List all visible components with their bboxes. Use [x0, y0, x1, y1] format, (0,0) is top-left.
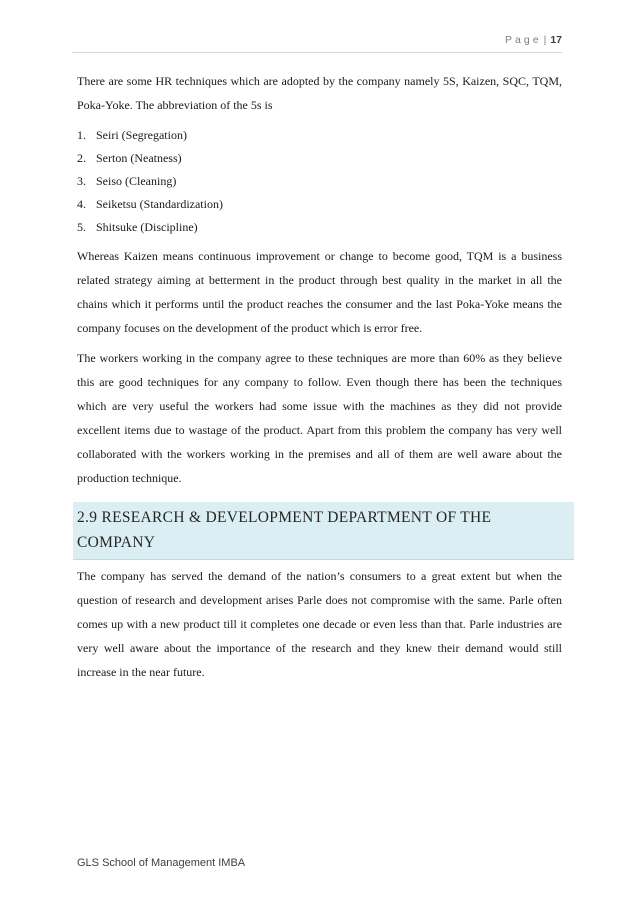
list-item-text: Serton (Neatness): [96, 151, 182, 165]
workers-paragraph: The workers working in the company agree to these techniques are more than 60% as they believe this are good techniques for any company to follow. Even though there has been the techniques which are very useful the workers had some issue with the machines as they did not provide excellent items due to wastage of the product. Apart from this problem the company has very well collaborated with the workers working in the premises and all of them are well aware about the production technique.: [77, 351, 562, 485]
list-item-number: 1.: [77, 128, 86, 142]
list-item-text: Shitsuke (Discipline): [96, 220, 198, 234]
page-number: 17: [550, 34, 562, 46]
list-item-text: Seiketsu (Standardization): [96, 197, 223, 211]
list-item: [77, 216, 562, 239]
kaizen-paragraph: Whereas Kaizen means continuous improvement or change to become good, TQM is a business related strategy aiming at betterment in the product through best quality in the market in all the chains which it performs until the product reaches the consumer and the last Poka-Yoke means the company focuses on the development of the product which is error free.: [77, 249, 562, 335]
page-footer: GLS School of Management IMBA: [77, 857, 246, 869]
list-item-text: Seiri (Segregation): [96, 128, 187, 142]
list-item: [77, 124, 562, 147]
page-content: [77, 69, 562, 684]
list-item-text: Seiso (Cleaning): [96, 174, 177, 188]
list-item-number: 3.: [77, 174, 86, 188]
list-item-number: 2.: [77, 151, 86, 165]
page-header: [72, 34, 562, 53]
page-label: Page: [505, 34, 542, 46]
list-item: [77, 193, 562, 216]
five-s-list: [77, 124, 562, 239]
intro-paragraph: There are some HR techniques which are adopted by the company namely 5S, Kaizen, SQC, TQM, Poka-Yoke. The abbreviation of the 5s is: [77, 74, 562, 112]
header-separator: |: [543, 34, 547, 46]
list-item-number: 4.: [77, 197, 86, 211]
research-paragraph: The company has served the demand of the nation’s consumers to a great extent but when the question of research and development arises Parle does not compromise with the same. Parle often comes up with a new product till it completes one decade or even less than that. Parle industries are very well aware about the importance of the research and they knew their demand would still increase in the near future.: [77, 569, 562, 679]
section-heading-box: [73, 502, 574, 560]
list-item: [77, 147, 562, 170]
list-item: [77, 170, 562, 193]
list-item-number: 5.: [77, 220, 86, 234]
section-heading: 2.9 RESEARCH & DEVELOPMENT DEPARTMENT OF THE COMPANY: [77, 509, 492, 551]
